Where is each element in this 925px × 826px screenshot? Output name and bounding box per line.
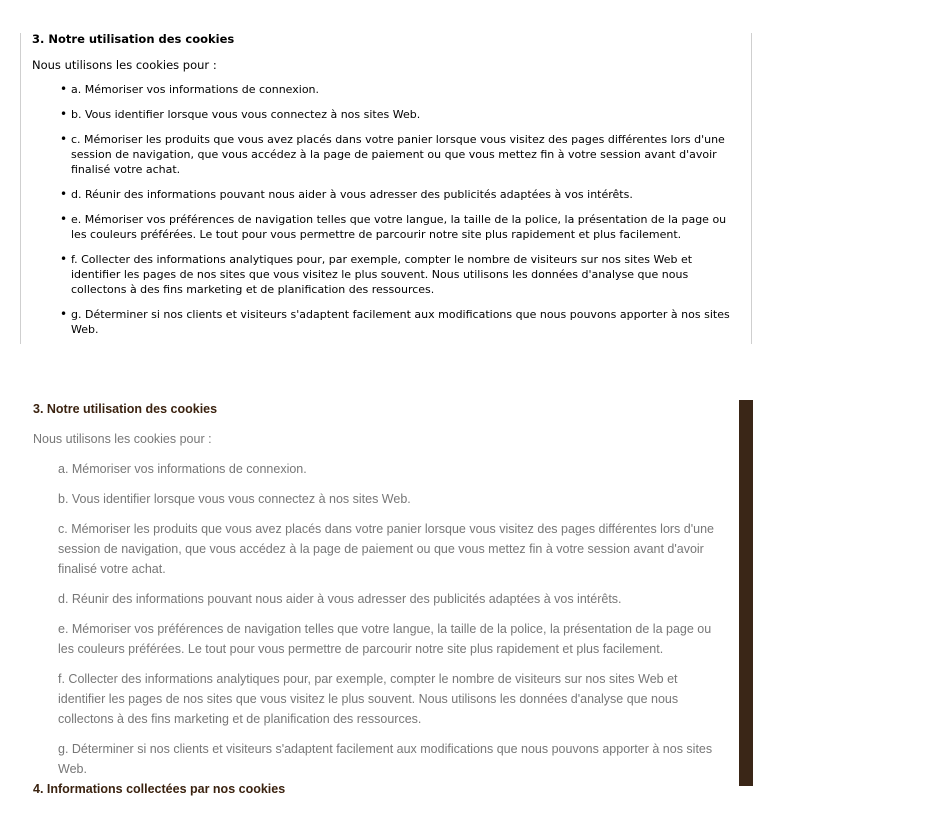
list-item: • d. Réunir des informations pouvant nous aider à vous adresser des publicités adaptées à vos intérêts.: [71, 187, 735, 202]
list-item: e. Mémoriser vos préférences de navigation telles que votre langue, la taille de la police, la présentation de la page ou les couleurs préférées. Le tout pour vous permettre de parcourir notre site plus rapidement et plus facilement.: [58, 622, 712, 656]
list-item: • g. Déterminer si nos clients et visiteurs s'adaptent facilement aux modifications que nous pouvons apporter à nos sites Web.: [71, 307, 735, 337]
cookies-panel-old-style: [20, 33, 752, 344]
list-item: • b. Vous identifier lorsque vous vous connectez à nos sites Web.: [71, 107, 735, 122]
list-item: • a. Mémoriser vos informations de connexion.: [71, 82, 735, 97]
cookie-uses-list: [71, 82, 735, 347]
section-intro: Nous utilisons les cookies pour :: [32, 58, 217, 72]
list-item: a. Mémoriser vos informations de connexion.: [58, 462, 307, 476]
list-item: f. Collecter des informations analytiques pour, par exemple, compter le nombre de visiteurs sur nos sites Web et identifier les pages de nos sites que vous visitez le plus souvent. Nous utilisons les données d'analyse que nous collectons à des fins marketing et de planification des ressources.: [58, 672, 679, 726]
next-section-heading: 4. Informations collectées par nos cookies: [33, 782, 286, 796]
list-item: b. Vous identifier lorsque vous vous connectez à nos sites Web.: [58, 492, 411, 506]
list-item: c. Mémoriser les produits que vous avez placés dans votre panier lorsque vous visitez des pages différentes lors d'une session de navigation, que vous accédez à la page de paiement ou que vous mettez fin à votre session avant d'avoir finalisé votre achat.: [58, 522, 714, 576]
list-item: g. Déterminer si nos clients et visiteurs s'adaptent facilement aux modifications que nous pouvons apporter à nos sites Web.: [58, 742, 713, 776]
section-heading: 3. Notre utilisation des cookies: [33, 402, 218, 416]
scrollbar[interactable]: [739, 400, 753, 786]
list-item: • f. Collecter des informations analytiques pour, par exemple, compter le nombre de visiteurs sur nos sites Web et identifier les pages de nos sites que vous visitez le plus souvent. Nous utilisons les données d'analyse que nous collectons à des fins marketing et de planification des ressources.: [71, 252, 735, 297]
cookies-panel-new-style: [20, 400, 753, 796]
list-item: • c. Mémoriser les produits que vous avez placés dans votre panier lorsque vous visitez des pages différentes lors d'une session de navigation, que vous accédez à la page de paiement ou que vous mettez fin à votre session avant d'avoir finalisé votre achat.: [71, 132, 735, 177]
cookie-uses-list: [58, 459, 722, 789]
list-item: d. Réunir des informations pouvant nous aider à vous adresser des publicités adaptées à vos intérêts.: [58, 592, 622, 606]
section-intro: Nous utilisons les cookies pour :: [33, 432, 212, 446]
list-item: • e. Mémoriser vos préférences de navigation telles que votre langue, la taille de la police, la présentation de la page ou les couleurs préférées. Le tout pour vous permettre de parcourir notre site plus rapidement et plus facilement.: [71, 212, 735, 242]
section-heading: 3. Notre utilisation des cookies: [32, 32, 235, 46]
